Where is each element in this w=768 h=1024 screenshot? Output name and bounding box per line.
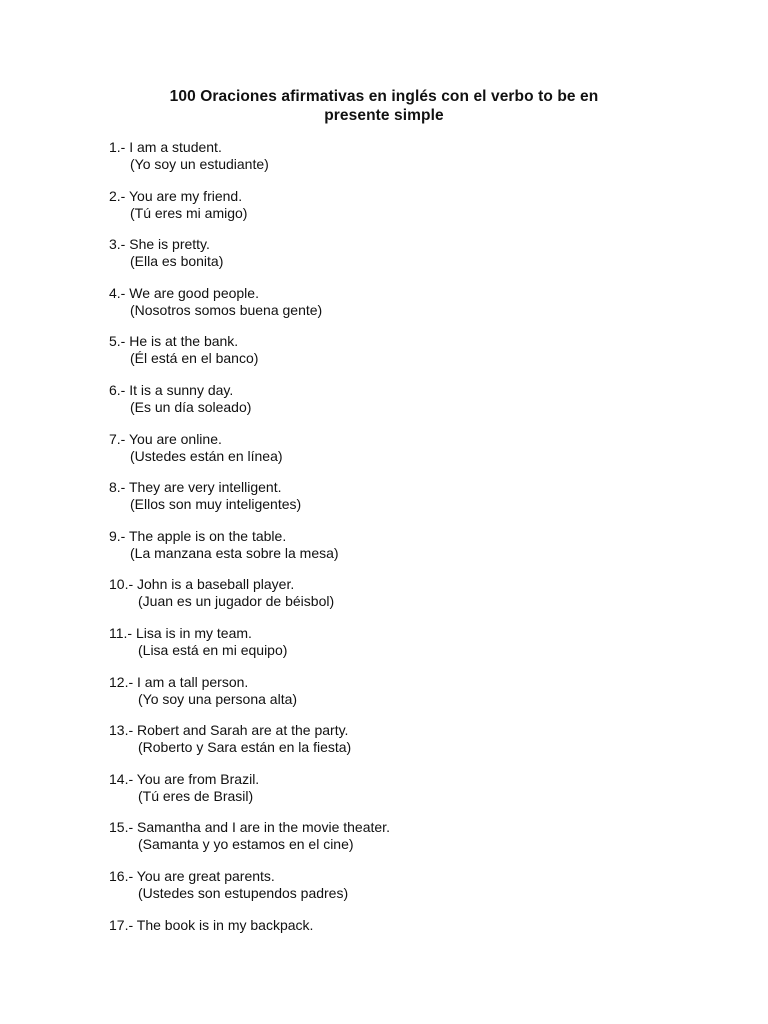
item-number: 4.- <box>109 284 126 301</box>
english-sentence <box>109 576 729 593</box>
title-line-1: 100 Oraciones afirmativas en inglés con el verbo to be en <box>169 88 599 105</box>
english-text: Lisa is in my team. <box>135 624 252 641</box>
english-sentence <box>109 819 729 836</box>
sentence-list <box>109 139 729 965</box>
spanish-translation: (Yo soy una persona alta) <box>138 690 298 707</box>
list-item <box>109 333 729 382</box>
english-sentence <box>109 674 729 691</box>
item-number: 14.- <box>109 770 134 787</box>
list-item <box>109 431 729 480</box>
list-item <box>109 479 729 528</box>
english-text: The book is in my backpack. <box>136 916 314 933</box>
spanish-translation: (Lisa está en mi equipo) <box>138 641 288 658</box>
english-sentence <box>109 479 729 496</box>
english-text: Robert and Sarah are at the party. <box>137 722 349 739</box>
english-sentence <box>109 431 729 448</box>
english-text: He is at the bank. <box>129 333 239 350</box>
page-title <box>0 87 768 125</box>
item-number: 10.- <box>109 576 134 593</box>
english-sentence <box>109 625 729 642</box>
spanish-translation: (Ustedes están en línea) <box>130 447 283 464</box>
english-text: I am a tall person. <box>137 673 249 690</box>
spanish-translation: (Es un día soleado) <box>130 398 252 415</box>
english-text: She is pretty. <box>129 236 210 253</box>
item-number: 9.- <box>109 527 126 544</box>
item-number: 5.- <box>109 333 126 350</box>
item-number: 12.- <box>109 673 134 690</box>
spanish-translation: (Ustedes son estupendos padres) <box>138 884 349 901</box>
english-text: We are good people. <box>129 284 259 301</box>
list-item <box>109 625 729 674</box>
list-item <box>109 771 729 820</box>
spanish-translation: (La manzana esta sobre la mesa) <box>130 544 339 561</box>
english-sentence <box>109 333 729 350</box>
item-number: 13.- <box>109 722 134 739</box>
english-sentence <box>109 528 729 545</box>
item-number: 17.- <box>109 916 134 933</box>
item-number: 15.- <box>109 819 134 836</box>
item-number: 16.- <box>109 867 134 884</box>
spanish-translation: (Samanta y yo estamos en el cine) <box>138 836 354 853</box>
english-text: It is a sunny day. <box>129 381 234 398</box>
item-number: 11.- <box>109 624 133 641</box>
item-number: 6.- <box>109 381 126 398</box>
english-sentence <box>109 868 729 885</box>
list-item <box>109 819 729 868</box>
spanish-translation: (Ella es bonita) <box>130 253 224 270</box>
list-item <box>109 285 729 334</box>
title-line-2: presente simple <box>324 107 444 124</box>
spanish-translation: (Yo soy un estudiante) <box>130 156 269 172</box>
list-item <box>109 188 729 237</box>
item-number: 1.- <box>109 139 126 155</box>
english-sentence <box>109 236 729 253</box>
list-item <box>109 576 729 625</box>
list-item <box>109 236 729 285</box>
english-text: John is a baseball player. <box>137 576 295 593</box>
list-item <box>109 917 729 966</box>
list-item <box>109 868 729 917</box>
item-number: 7.- <box>109 430 126 447</box>
spanish-translation: (Tú eres de Brasil) <box>138 787 254 804</box>
english-text: I am a student. <box>129 139 222 155</box>
english-text: They are very intelligent. <box>128 479 282 496</box>
item-number: 3.- <box>109 236 126 253</box>
list-item <box>109 139 729 188</box>
spanish-translation: (Juan es un jugador de béisbol) <box>138 593 335 610</box>
english-sentence <box>109 382 729 399</box>
english-text: Samantha and I are in the movie theater. <box>137 819 390 836</box>
english-text: You are from Brazil. <box>136 770 260 787</box>
item-number: 8.- <box>109 479 126 496</box>
list-item <box>109 382 729 431</box>
spanish-translation: (Tú eres mi amigo) <box>130 204 248 221</box>
english-sentence <box>109 771 729 788</box>
list-item <box>109 674 729 723</box>
english-text: You are online. <box>128 430 222 447</box>
item-number: 2.- <box>109 187 126 204</box>
english-sentence <box>109 722 729 739</box>
list-item <box>109 722 729 771</box>
spanish-translation: (Él está en el banco) <box>130 350 259 367</box>
english-sentence <box>109 139 729 156</box>
english-text: You are great parents. <box>136 867 275 884</box>
english-sentence <box>109 917 729 934</box>
english-sentence <box>109 285 729 302</box>
spanish-translation: (Nosotros somos buena gente) <box>130 301 323 318</box>
english-text: You are my friend. <box>128 187 243 204</box>
spanish-translation: (Roberto y Sara están en la fiesta) <box>138 739 352 756</box>
spanish-translation: (Ellos son muy inteligentes) <box>130 496 302 513</box>
list-item <box>109 528 729 577</box>
english-text: The apple is on the table. <box>128 527 287 544</box>
english-sentence <box>109 188 729 205</box>
